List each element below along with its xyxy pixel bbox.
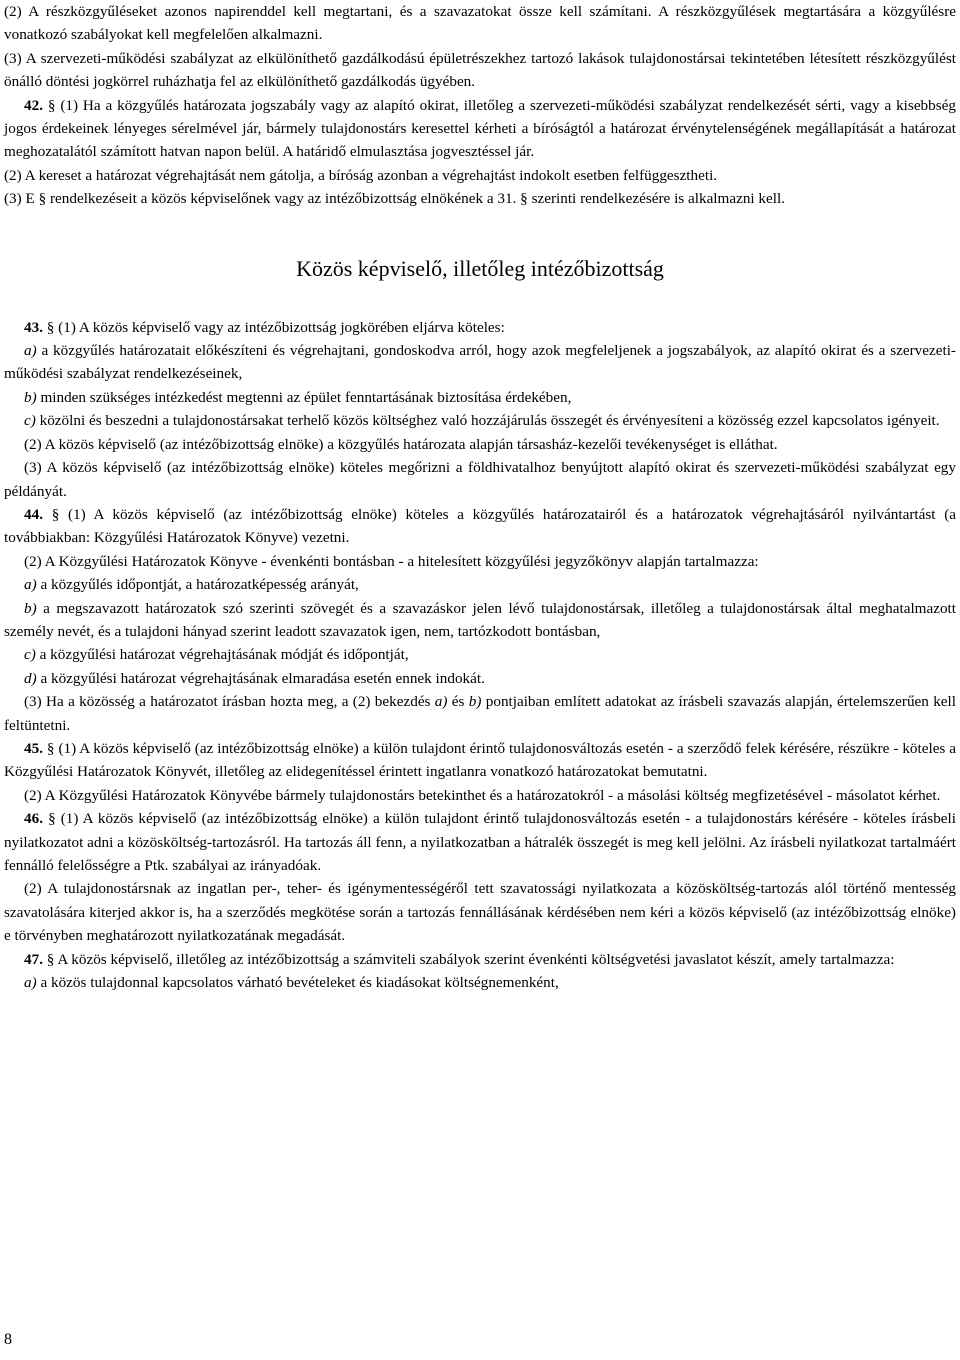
paragraph-text: § (1) A közös képviselő (az intézőbizottság elnöke) köteles a közgyűlés határozatairól és a határozatok végrehajtásáról nyilvántartást (a továbbiakban: Közgyűlési Határozatok Könyve) vezetni. [4,505,957,547]
paragraph: (2) A részközgyűléseket azonos napirenddel kell megtartani, és a szavazatokat össze kell számítani. A részközgyűlések megtartására a közgyűlésre vonatkozó szabályokat kell megfelelően alkalmazni. [4,3,956,44]
section-44-para-1 [4,503,956,550]
paragraph-text: § A közös képviselő, illetőleg az intézőbizottság a számviteli szabályok szerint évenkénti költségvetési javaslatot készít, amely tartalmazza: [46,950,895,968]
section-number: 45. [24,739,43,757]
section-number: 46. [24,810,43,828]
list-text: a közgyűlés határozatait előkészíteni és végrehajtani, gondoskodva arról, hogy azok megfeleljenek a jogszabályok, az alapító okirat és a szervezeti-működési szabályzat rendelkezéseinek, [4,342,956,383]
list-label: a) [24,342,37,360]
section-42-para-1 [4,94,956,164]
section-43-para-2: (2) A közös képviselő (az intézőbizottság elnöke) a közgyűlés határozata alapján társasház-kezelői tevékenységet is elláthat. [24,435,778,453]
list-item-b [4,386,956,409]
list-text: a közgyűlés időpontját, a határozatképesség arányát, [36,576,359,594]
section-number: 44. [24,505,43,523]
paragraph-text: § (1) A közös képviselő vagy az intézőbizottság jogkörében eljárva köteles: [46,318,505,336]
list-label: d) [24,669,37,687]
section-43-para-1 [4,316,956,339]
list-text: a közgyűlési határozat végrehajtásának elmaradása esetén ennek indokát. [36,669,485,687]
point-ref: b) [468,693,482,711]
list-item-c [4,409,956,432]
section-heading: Közös képviselő, illetőleg intézőbizottság [296,255,664,281]
list-label: b) [24,599,37,617]
section-46-para-1 [4,807,956,877]
list-label: a) [24,576,37,594]
section-number: 42. [24,96,43,114]
paragraph-text: § (1) Ha a közgyűlés határozata jogszabály vagy az alapító okirat, illetőleg a szervezeti-működési szabályzat rendelkezését sérti, vagy a kisebbség jogos érdekeinek lényeges sérelmével jár, bármely tulajdonostárs keresettel kérheti a bíróságtól a határozat érvénytelenségének megállapítását a határozat meghozatalától számított hatvan napon belül. A határidő elmulasztása jogvesztéssel jár. [4,96,956,161]
list-text: közölni és beszedni a tulajdonostársakat terhelő közös költséghez való hozzájárulás összegét és érvényesíteni a közösség ezzel kapcsolatos igényeit. [35,412,940,430]
list-item-b [4,597,956,644]
list-text: a közös tulajdonnal kapcsolatos várható bevételeket és kiadásokat költségnemenként, [36,974,559,992]
point-ref: a) [434,693,448,711]
paragraph-text: (3) Ha a közösség a határozatot írásban hozta meg, a (2) bekezdés [24,693,435,711]
list-label: c) [24,646,36,664]
paragraph: (3) A szervezeti-működési szabályzat az elkülöníthető gazdálkodású épületrészekhez tartozó lakások tulajdonostársai tekintetében létesített részközgyűlést önálló döntési jogkörrel ruházhatja fel az elkülöníthető gazdálkodás ügyében. [4,49,956,91]
paragraph-text: § (1) A közös képviselő (az intézőbizottság elnöke) a külön tulajdont érintő tulajdonosváltozás esetén - a szerződő felek kérésére, részükre - köteles a Közgyűlési Határozatok Könyvét, illetőleg az elidegenítéssel érintett ingatlanra vonatkozó határozatokat bemutatni. [4,739,957,781]
list-text: a közgyűlési határozat végrehajtásának módját és időpontját, [35,646,409,664]
section-42-para-3: (3) E § rendelkezéseit a közös képviselőnek vagy az intézőbizottság elnökének a 31. § szerinti rendelkezésére is alkalmazni kell. [4,190,785,208]
list-label: b) [24,388,37,406]
document-page [4,0,956,994]
section-44-para-3 [4,690,956,737]
section-43-para-3: (3) A közös képviselő (az intézőbizottság elnöke) köteles megőrizni a földhivatalhoz benyújtott alapító okirat és szervezeti-működési szabályzat egy példányát. [4,459,956,500]
paragraph-text: és [447,693,469,711]
list-item-c [4,643,956,666]
section-45-para-1 [4,737,956,784]
section-number: 47. [24,950,43,968]
section-42-para-2: (2) A kereset a határozat végrehajtását nem gátolja, a bíróság azonban a végrehajtást indokolt esetben felfüggesztheti. [4,166,718,184]
section-46-para-2: (2) A tulajdonostársnak az ingatlan per-, teher- és igénymentességéről tett szavatossági nyilatkozata a közösköltség-tartozás alól történő mentesség szavatolására kiterjed akkor is, ha a szerződés megkötése során a tartozás fennállásának kérdésében nem kéri a közös képviselő (az intézőbizottság elnöke) e törvényben meghatározott nyilatkozatának megadását. [4,880,956,945]
list-text: a megszavazott határozatok szó szerinti szövegét és a szavazáskor jelen lévő tulajdonostársak, illetőleg a tulajdonostársak által meghatalmazott személy nevét, és a tulajdoni hányad szerint leadott szavazatok igen, nem, tartózkodott bontásban, [4,599,956,640]
list-item-a [4,339,956,386]
section-47-para-1 [4,948,956,971]
section-number: 43. [24,318,43,336]
list-item-d [4,667,956,690]
list-label: c) [24,412,36,430]
paragraph-text: pontjaiban említett adatokat az írásbeli szavazás alapján, értelemszerűen kell feltüntetni. [4,693,956,734]
section-45-para-2: (2) A Közgyűlési Határozatok Könyvébe bármely tulajdonostárs betekinthet és a határozatokról - a másolási költség megfizetésével - másolatot kérhet. [24,786,941,804]
list-item-a [4,573,956,596]
page-number: 8 [4,1331,12,1348]
paragraph-text: § (1) A közös képviselő (az intézőbizottság elnöke) a külön tulajdont érintő tulajdonosváltozás esetén - a tulajdonostárs kérésére - köteles írásbeli nyilatkozatot adni a közösköltség-tartozásról. Ha tartozás áll fenn, a nyilatkozatban a hátralék összegét is meg kell jelölni. Az írásbeli nyilatkozat tartalmáért fennálló felelősségre a Ptk. szabályai az irányadóak. [4,810,956,874]
list-label: a) [24,974,37,992]
list-text: minden szükséges intézkedést megtenni az épület fenntartásának biztosítása érdekében, [36,388,572,406]
list-item-a [4,971,956,994]
section-44-para-2: (2) A Közgyűlési Határozatok Könyve - évenkénti bontásban - a hitelesített közgyűlési jegyzőkönyv alapján tartalmazza: [24,552,759,570]
